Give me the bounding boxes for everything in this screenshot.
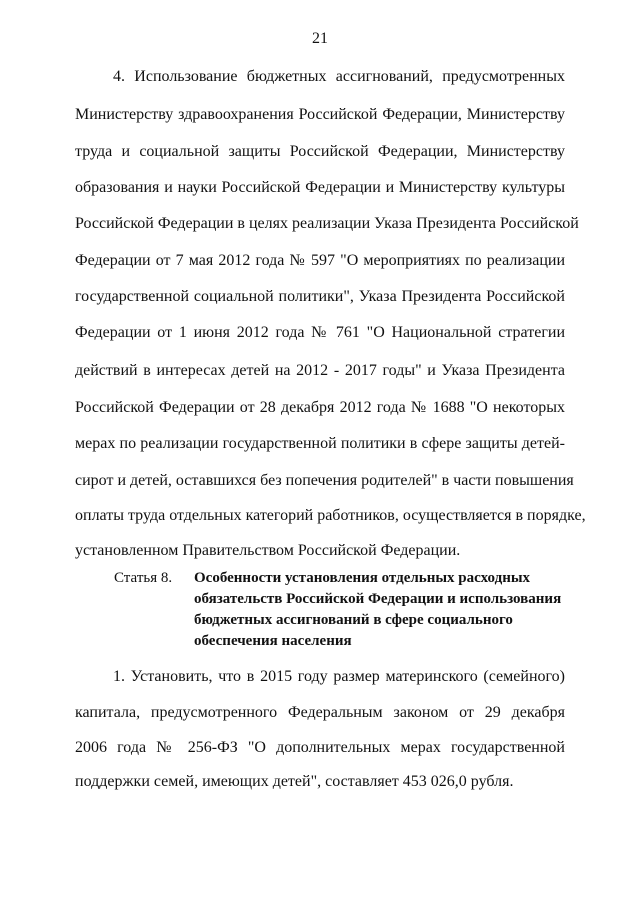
text-line: Министерству здравоохранения Российской Федерации, Министерству	[75, 106, 565, 123]
text-line: Федерации от 7 мая 2012 года № 597 "О мероприятиях по реализации	[75, 252, 565, 269]
text-line: 2006 года № 256-ФЗ "О дополнительных мерах государственной	[75, 739, 565, 756]
text-line: государственной социальной политики", Указа Президента Российской	[75, 288, 565, 305]
text-line: труда и социальной защиты Российской Федерации, Министерству	[75, 143, 565, 160]
text-line: Российской Федерации в целях реализации Указа Президента Российской	[75, 215, 579, 232]
text-line: мерах по реализации государственной политики в сфере защиты детей-	[75, 435, 565, 452]
text-line: поддержки семей, имеющих детей", составляет 453 026,0 рубля.	[75, 773, 514, 790]
article-title	[194, 568, 564, 652]
page-number: 21	[312, 30, 328, 47]
text-line: 1. Установить, что в 2015 году размер материнского (семейного)	[113, 668, 565, 685]
text-line: сирот и детей, оставшихся без попечения родителей" в части повышения	[75, 472, 574, 489]
text-line: капитала, предусмотренного Федеральным законом от 29 декабря	[75, 704, 565, 721]
article-label: Статья 8.	[114, 570, 173, 586]
text-line: действий в интересах детей на 2012 - 2017 годы" и Указа Президента	[75, 362, 565, 379]
article-title-line: Особенности установления отдельных расходных	[194, 570, 531, 586]
text-line: 4. Использование бюджетных ассигнований, предусмотренных	[113, 68, 565, 85]
article-title-line: обязательств Российской Федерации и использования	[194, 591, 562, 607]
text-line: Федерации от 1 июня 2012 года № 761 "О Национальной стратегии	[75, 324, 565, 341]
text-line: Российской Федерации от 28 декабря 2012 года № 1688 "О некоторых	[75, 399, 565, 416]
text-line: образования и науки Российской Федерации и Министерству культуры	[75, 179, 565, 196]
text-line: оплаты труда отдельных категорий работников, осуществляется в порядке,	[75, 507, 586, 524]
article-title-line: бюджетных ассигнований в сфере социального	[194, 612, 513, 628]
article-title-line: обеспечения населения	[194, 633, 352, 649]
text-line: установленном Правительством Российской Федерации.	[75, 542, 461, 559]
